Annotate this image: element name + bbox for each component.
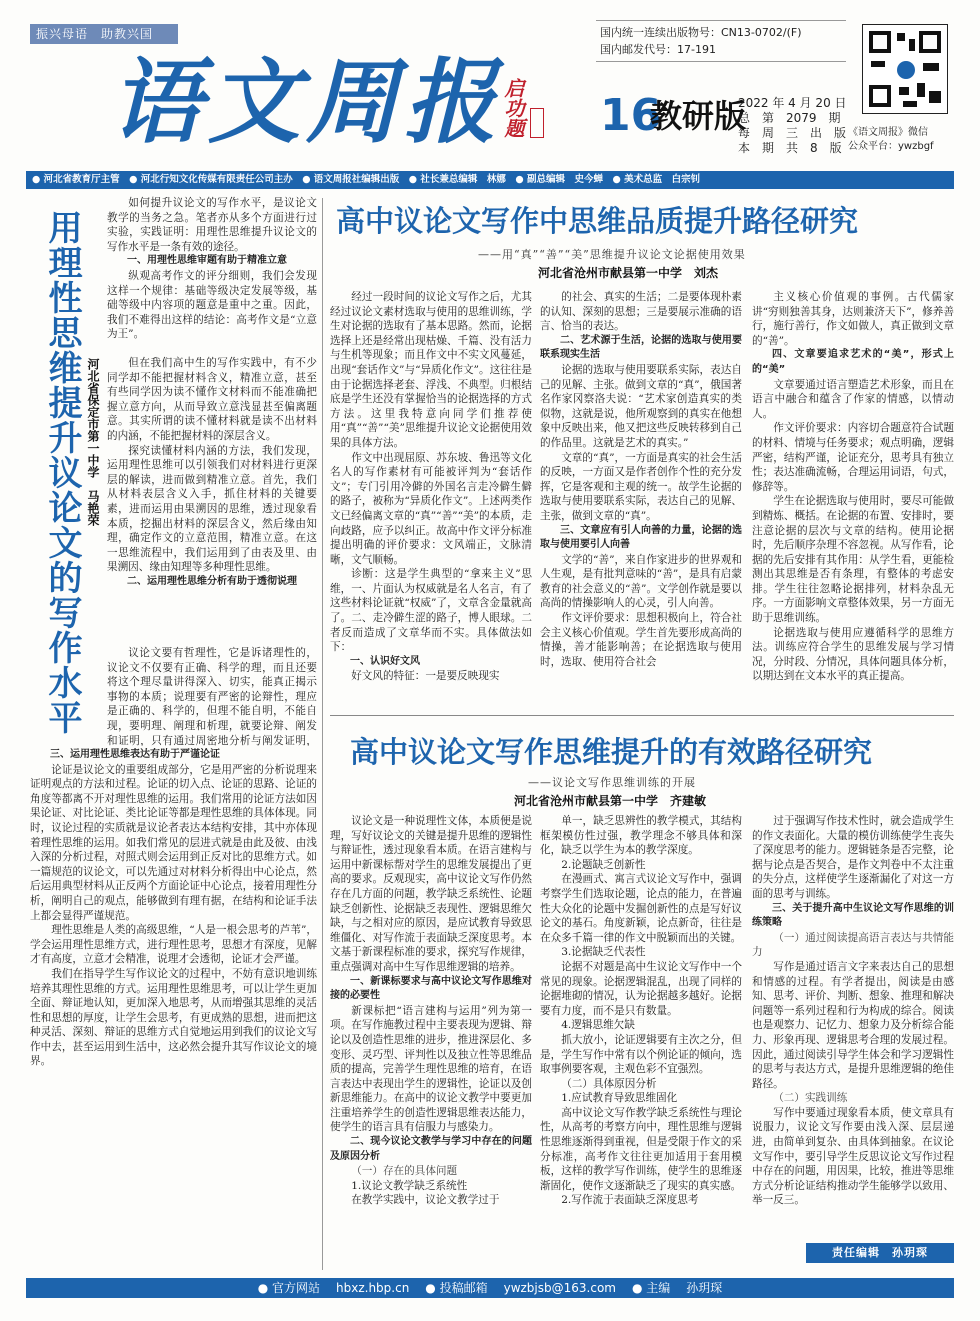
left-article-title: 用理性思维提升议论文的写作水平 bbox=[42, 210, 82, 735]
credits-bar: ● 河北省教育厅主管 ● 河北行知文化传媒有限责任公司主办 ● 语文周报社编辑出版 ● 社长兼总编辑 林娜 ● 副总编辑 史今蝉 ● 美术总监 白宗钊 bbox=[26, 171, 954, 189]
issue-info bbox=[738, 96, 847, 156]
paragraph: 1.应试教育导致思维固化 bbox=[561, 1092, 678, 1105]
section-heading: 一、用理性思维审题有助于精准立意 bbox=[127, 255, 287, 267]
article-divider bbox=[330, 715, 954, 716]
left-article-author: 河北省保定市第一中学 马艳荣 bbox=[86, 358, 100, 526]
edition-name: 教研版 bbox=[650, 97, 747, 135]
article2-subtitle: ——议论文写作思维训练的开展 bbox=[528, 776, 696, 789]
section-heading: 二、艺术源于生活，论据的选取与使用要联系现实生活 bbox=[540, 334, 742, 361]
paragraph: 新课标把“语言建构与运用”列为第一项。在写作施教过程中主要表现为逻辑、辩论以及创造性思维的进步，推进深层化、多变形、灵巧型、评判性以及独立性等思维品质的提高，完善学生理性思维的培育，在语言表达中表现出学生的逻辑性，论证以及创新思维能力。在高中的议论文教学中要更加注重培养学生的创造性逻辑思维表达能力，使学生的语言具有信服力与感染力。 bbox=[330, 1004, 532, 1134]
wechat-info bbox=[848, 126, 968, 154]
section-heading: 三、关于提升高中生议论文写作思维的训练策略 bbox=[752, 902, 954, 929]
paragraph: 2.论题缺乏创新性 bbox=[561, 858, 646, 871]
article2-author: 河北省沧州市献县第一中学 齐建敏 bbox=[514, 794, 707, 808]
calligraphy-signature: 启功题 bbox=[501, 78, 525, 138]
left-article-col-bottom bbox=[30, 748, 317, 1270]
wechat-id: 公众平台：ywzbgf bbox=[848, 141, 934, 152]
section-heading: 一、认识好文风 bbox=[350, 655, 420, 667]
section-heading: 四、文章要追求艺术的“美”，形式上的“美” bbox=[752, 349, 954, 375]
paragraph: 诊断：这是学生典型的“拿来主义”思维，一、片面认为权威就是名人名言，有了这些材料论证就“权威”了，文章含金量就高了。二、走冷僻生涩的路子，博人眼球。二者反而造成了文章华而不实。具体做法如下： bbox=[330, 568, 532, 654]
left-article-col-narrow bbox=[107, 646, 317, 746]
footer-site-label: ● 官方网站 bbox=[257, 1281, 320, 1295]
responsible-editor-badge: 责任编辑 孙玥琛 bbox=[806, 1243, 954, 1263]
paragraph: 作文评价要求：思想积极向上，符合社会主义核心价值观。学生首先要形成高尚的情操，善才能影响善；在论据选取与使用时，选取、使用符合社会 bbox=[540, 612, 742, 668]
paragraph: 学生在论据选取与使用时，要尽可能做到精炼、概括。在论据的布置、安排时，要注意论据的层次与文章的结构。使用论据时，先后顺序杂理不容忽视。从写作看，论据的先后安排有其作用：从学生看，更能检测出其思维是否有条理，有整体的考虑安排。学生往往忽略论据排列，材料杂乱无序。一方面影响文章整体效果，另一方面无助于思维训练。 bbox=[752, 495, 954, 625]
wechat-logo-icon bbox=[897, 61, 915, 79]
paragraph: 论证是议论文的重要组成部分，它是用严密的分析说理来证明观点的方法和过程。论证的切入点、论证的思路、论证的角度等都离不开对理性思维的运用。我们常用的论证方法如因果论证、对比论证、类比论证等都是理性思维的具体体现。同时，议论过程的实质就是议论者表达本结构安排，其中亦体现着理性思维的运用。如我们常见的层进式就是由此及彼、由浅入深的分析过程，对照式则会运用到正反对比的思维方式。如一篇规范的议论文，可以先通过对材料分析得出中心论点，然后运用典型材料从正反两个方面论证中心论点，接着用理性分析，阐明自己的观点，能够做到有理有据，在结构和论证手法上都会显得严谨规范。 bbox=[30, 763, 317, 922]
post-code: 国内邮发代号：17-191 bbox=[600, 43, 716, 56]
article2-col-2 bbox=[540, 814, 742, 1272]
paragraph: 在漫画式、寓言式议论文写作中，强调考察学生们选取论题，论点的能力，在普遍性大众化的论题中发掘创新性的点是写好议论文的基石。角度新颖，论点新奇，往往是在众多千篇一律的作文中脱颖而出的关键。 bbox=[540, 873, 742, 944]
masthead-logo: 语文周报 bbox=[110, 48, 503, 156]
article1-author: 河北省沧州市献县第一中学 刘杰 bbox=[538, 266, 719, 280]
article1-col-2 bbox=[540, 290, 742, 710]
paragraph: 论据不对题是高中生议论文写作中一个常见的现象。论据逻辑混乱，出现了同样的论据堆砌的情况，认为论据越多越好。论据要有力度，而不是只有数量。 bbox=[540, 960, 742, 1017]
sub-heading: （一）通过阅读提高语言表达与共情能力 bbox=[752, 931, 954, 959]
paragraph: 过于强调写作技术性时，就会造成学生的作文表面化。大量的模仿训练使学生丧失了深度思考的能力。逻辑链条是否完整，论据与论点是否契合，是作文判卷中不太注重的失分点，这样使学生逐渐漏化了对这一方面的思考与训练。 bbox=[752, 815, 954, 900]
left-article-col-top bbox=[107, 196, 317, 356]
paragraph: 探究读懂材料内涵的方法，我们发现，运用理性思维可以引领我们对材料进行更深层的解读，进而做到精准立意。首先，我们从材料表层含义入手，抓住材料的关键要素，进而运用由果溯因的思维，透过现象看本质，挖掘出材料的深层含义，然后缘由知理，确定作文的立意范围，精准立意。在这一思维流程中，我们运用到了由表及里、由果溯因、缘由知理等多种理性思维。 bbox=[107, 444, 317, 574]
footer-site-link[interactable]: hbxz.hbp.cn bbox=[336, 1281, 410, 1295]
issue-pages: 本 期 共 8 版 bbox=[738, 141, 842, 155]
wechat-name: 《语文周报》微信 bbox=[848, 127, 928, 138]
column-divider bbox=[322, 198, 323, 1270]
qr-code-icon[interactable] bbox=[862, 24, 948, 114]
paragraph: 理性思维是人类的高级思维，“人是一根会思考的芦苇”，学会运用理性思维方式，进行理性思考，思想才有深度，见解才有高度，立意才会精准，说理才会透彻，论证才会严谨。 bbox=[30, 924, 317, 966]
issue-number: 总 第 2079 期 bbox=[738, 111, 841, 125]
article2-col-3 bbox=[752, 814, 954, 1238]
paragraph: 抓大放小，论证逻辑要有主次之分，但是，学生写作中常有以个例论证的倾向，选取事例要客观，主观色彩不宜强烈。 bbox=[540, 1033, 742, 1076]
page-number: 16 bbox=[600, 90, 662, 141]
footer-bar bbox=[26, 1278, 954, 1298]
paragraph: 写作是通过语言文字来表达自己的思想和情感的过程。有学者提出，阅读是由感知、思考、评价、判断、想象、推理和解决问题等一系列过程和行为构成的综合。阅读也是观察力、记忆力、想象力及分析综合能力、形象再现、逻辑思考合理的发展过程。因此，通过阅读引导学生体会和学习逻辑性的思考与表达方式，是提升思维逻辑的绝佳路径。 bbox=[752, 960, 954, 1090]
paragraph: 2.写作流于表面缺乏深度思考 bbox=[561, 1194, 699, 1207]
paragraph: 4.逻辑思维欠缺 bbox=[561, 1019, 635, 1032]
section-heading: 三、运用理性思维表达有助于严谨论证 bbox=[50, 749, 220, 760]
section-heading: 三、文章应有引人向善的力量，论据的选取与使用要引人向善 bbox=[540, 524, 742, 551]
publication-code: 国内统一连续出版物号：CN13-0702/(F) bbox=[600, 26, 802, 39]
section-heading: 一、新课标要求与高中议论文写作思维对接的必要性 bbox=[330, 975, 532, 1002]
paragraph: 主义核心价值观的事例。古代儒家讲“穷则独善其身，达则兼济天下”，修养善行，施行善行，作文如做人，真正做到文章的“善”。 bbox=[752, 291, 954, 347]
paragraph: 议论文是一种说理性文体，本质便是说理，写好议论文的关键是提升思维的逻辑性与辩证性，透过现象看本质。在语言建构与运用中新课标帮对学生的思维发展提出了更高的要求。反观现实，高中议论文写作仍然存在几方面的问题，教学缺乏系统性、论题缺乏创新性、论据缺乏表现性、逻辑思维欠缺，与之相对应的原因，是应试教育导致思维僵化、对写作流于表面缺乏深度思考。本文基于新课程标准的要求，探究写作规律，重点强调对高中生写作思维逻辑的培养。 bbox=[330, 815, 532, 973]
paragraph: 作文评价要求：内容切合题意符合试题的材料、情境与任务要求；观点明确，逻辑严密，结构严谨，论证充分，思考具有独立性；表达准确流畅，合理运用词语，句式，修辞等。 bbox=[752, 422, 954, 493]
paragraph: 高中议论文写作教学缺乏系统性与理论性，从高考的考察方向中，理性思维与逻辑性思维逐渐得到重视，但是受限于作文的采分标准，高考作文往往更加适用于套用模板，这样的教学写作训练，使学生的思维逐渐固化，使作文逐渐缺乏了现实的真实感。 bbox=[540, 1106, 742, 1192]
issue-frequency: 每 周 三 出 版 bbox=[738, 126, 847, 140]
article2-title: 高中议论文写作思维提升的有效路径研究 bbox=[350, 735, 873, 769]
paragraph: 我们在指导学生写作议论文的过程中，不妨有意识地训练培养其理性思维的方式。运用理性思维思考，可以让学生更加全面、辩证地认知，更加深入地思考，从而增强其思维的灵活性和思想的厚度，让学生会思考，有更成熟的思想，进而把这种灵活、深刻、辩证的思维方式自觉地运用到我们的议论文写作中去，甚至运用到生活中，这必然会提升其写作议论文的境界。 bbox=[30, 967, 317, 1068]
paragraph: 文章的“真”，一方面是真实的社会生活的反映，一方面又是作者创作个性的充分发挥，它是客观和主观的统一。故学生论据的选取与使用要联系实际，表达自己的见解、主张，做到文章的“真”。 bbox=[540, 451, 742, 522]
footer-editor-label: ● 主编 bbox=[631, 1281, 671, 1295]
article1-title: 高中议论文写作中思维品质提升路径研究 bbox=[336, 204, 859, 238]
paragraph: 作文中出现屈原、苏东坡、鲁迅等文化名人的写作素材有可能被评判为“套话作文”；专门引用冷僻的外国名言走冷僻生僻的路子，被称为“异质化作文”。上述两类作文已经偏离文章的“真”“善”“美”的本质，走向歧路，应予以纠正。故高中作文评分标准提出明确的评价要求：文风端正，文脉清晰，文气顺畅。 bbox=[330, 451, 532, 566]
article1-col-3 bbox=[752, 290, 954, 710]
section-heading: 二、运用理性思维分析有助于透彻说理 bbox=[127, 575, 297, 587]
paragraph: 论据的选取与使用要联系实际，表达自己的见解、主张。做到文章的“真”，俄国著名作家冈察洛夫说：“艺术家创造真实的类似物，这就是说，他所观察到的真实在他想象中反映出来，他又把这些反映转移到自己的作品里。这就是艺术的真实。” bbox=[540, 363, 742, 449]
paragraph: 好文风的特征：一是要反映现实 bbox=[351, 670, 500, 683]
paragraph: 论据选取与使用应遵循科学的思维方法。训练应符合学生的思维发展与学习情况，分时段、分情况，具体问题具体分析，以期达到在文本水平的真正提高。 bbox=[752, 626, 954, 683]
article1-col-1 bbox=[330, 290, 532, 710]
paragraph: 如何提升议论文的写作水平，是议论文教学的当务之急。笔者亦从多个方面进行过实验，实践证明：用理性思维提升议论文的写作水平是一条有效的途径。 bbox=[107, 197, 317, 253]
paragraph: 3.论据缺乏代表性 bbox=[561, 946, 646, 959]
sub-heading: （二）实践训练 bbox=[773, 1092, 848, 1105]
publication-info bbox=[600, 24, 802, 58]
paragraph: 但在我们高中生的写作实践中，有不少同学却不能把握材料含义，精准立意，甚至有些同学因为读不懂作文材料而不能准确把握立意方向，从而导致立意浅显甚至偏离题意。其实所谓的读不懂材料就是读不出材料的内涵，不能把握材料的深层含义。 bbox=[107, 357, 317, 442]
footer-mail-label: ● 投稿邮箱 bbox=[425, 1281, 488, 1295]
article2-col-1 bbox=[330, 814, 532, 1272]
seal-stamp bbox=[530, 108, 544, 138]
slogan-banner: 振兴母语 助教兴国 bbox=[30, 24, 178, 44]
paragraph: 文学的“善”，来自作家进步的世界观和人生观，是有批判意味的“善”，是具有启蒙教育的社会意义的“善”。文学创作就是要以高尚的情操影响人的心灵，引人向善。 bbox=[540, 553, 742, 610]
paragraph: 1.议论文教学缺乏系统性 bbox=[351, 1179, 468, 1192]
footer-editor-name: 孙玥琛 bbox=[686, 1281, 723, 1295]
footer-mail-link[interactable]: ywzbjsb@163.com bbox=[503, 1281, 616, 1295]
sub-heading: （一）存在的具体问题 bbox=[351, 1165, 458, 1178]
paragraph: 写作中要通过现象看本质，使文章具有说服力，议论文写作要由浅入深、层层递进，由简单到复杂、由具体到抽象。在议论文写作中，要引导学生反思议论文写作过程中存在的问题，用因果，比较，推进等思维方式分析论证结构推动学生能够学以致用、举一反三。 bbox=[752, 1106, 954, 1207]
section-heading: 二、现今议论文教学与学习中存在的问题及原因分析 bbox=[330, 1136, 532, 1162]
paragraph: 纵观高考作文的评分细则，我们会发现这样一个规律：基础等级决定发展等级，基础等级中内容项的题意是重中之重。因此，我们不难得出这样的结论：高考作文是“立意为王”。 bbox=[107, 269, 317, 341]
paragraph: 的社会、真实的生活；二是要体现朴素的认知、深刻的思想；三是要展示准确的语言、恰当的表达。 bbox=[540, 291, 742, 333]
left-article-col-mid bbox=[107, 356, 317, 646]
paragraph: 单一，缺乏思辨性的教学模式，其结构框架模仿性过强，教学理念不够具体和深化，缺乏以学生为本的教学深度。 bbox=[540, 815, 742, 857]
paragraph: 在教学实践中，议论文教学过于 bbox=[351, 1194, 500, 1207]
paragraph: 议论文要有哲理性，它是诉诸理性的，议论文不仅要有正确、科学的理，而且还要将这个理尽量讲得深入、切实，能真正揭示事物的本质；说理要有严密的论辩性，理应是正确的、科学的，但理不能自明，不能自现，要明理、阐理和析理，就要论辩、阐发和证明，只有通过周密地分析与阐发证明， bbox=[107, 647, 317, 746]
paragraph: （二）具体原因分析 bbox=[561, 1077, 657, 1090]
article1-subtitle: ——用“真”“善”“美”思维提升议论文论据使用效果 bbox=[478, 248, 746, 261]
paragraph: 文章要通过语言塑造艺术形象，而且在语言中融合和蕴含了作家的情感，以情动人。 bbox=[752, 378, 954, 420]
issue-date: 2022 年 4 月 20 日 bbox=[738, 96, 847, 110]
paragraph: 经过一段时间的议论文写作之后，尤其经过议论文素材选取与使用的思维训练，学生对论据的选取有了基本思路。然而，论据选择上还是经常出现枯燥、千篇、没有活力与生机等现象；而且作文中不实文风蔓延，出现“套话作文”与“异质化作文”。这往往是由于论据选择老套、浮浅、不典型。归根结底是学生还没有掌握恰当的论据选择的方式方法。这里我特意向同学们推荐使用“真”“善”“美”思维提升议论文论据使用效果的具体方法。 bbox=[330, 291, 532, 449]
